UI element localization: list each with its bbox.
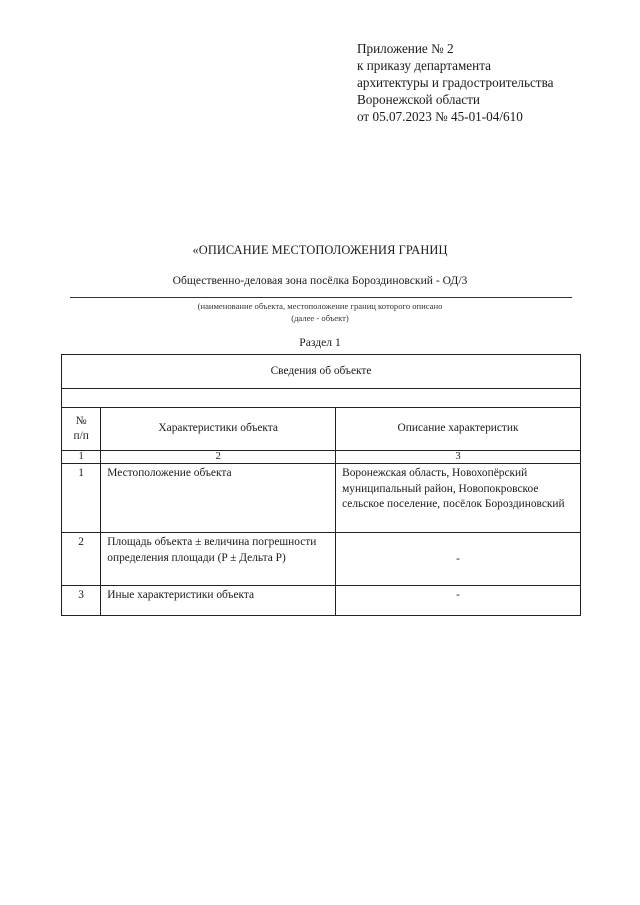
object-info-table [61, 354, 581, 616]
header-num: № п/п [62, 408, 101, 451]
row-num: 2 [62, 533, 101, 586]
table-row [62, 533, 581, 586]
header-characteristic: Характеристики объекта [101, 408, 336, 451]
object-name: Общественно-деловая зона посёлка Бороздиновский - ОД/3 [172, 274, 468, 287]
column-number: 3 [336, 451, 581, 464]
object-name-caption [60, 300, 580, 324]
appendix-line: Приложение № 2 [357, 41, 454, 56]
document-title: «ОПИСАНИЕ МЕСТОПОЛОЖЕНИЯ ГРАНИЦ [192, 243, 448, 257]
row-num: 3 [62, 586, 101, 616]
column-number: 1 [62, 451, 101, 464]
appendix-line: Воронежской области [357, 92, 480, 107]
row-description: Воронежская область, Новохопёрский муниципальный район, Новопокровское сельское поселение, посёлок Бороздиновский [336, 464, 581, 533]
appendix-line: к приказу департамента [357, 58, 491, 73]
caption-line: (далее - объект) [291, 313, 349, 323]
row-description: - [336, 586, 581, 616]
table-header-row [62, 408, 581, 451]
row-characteristic: Иные характеристики объекта [101, 586, 336, 616]
table-heading: Сведения об объекте [62, 355, 581, 389]
appendix-block [357, 40, 553, 125]
row-description: - [336, 533, 581, 586]
row-characteristic: Площадь объекта ± величина погрешности определения площади (P ± Дельта P) [101, 533, 336, 586]
table-column-numbers-row [62, 451, 581, 464]
appendix-line: от 05.07.2023 № 45-01-04/610 [357, 109, 523, 124]
object-name-underline [70, 297, 572, 298]
caption-line: (наименование объекта, местоположение границ которого описано [197, 301, 443, 311]
table-empty-cell [62, 389, 581, 408]
table-row [62, 586, 581, 616]
row-characteristic: Местоположение объекта [101, 464, 336, 533]
section-label: Раздел 1 [299, 336, 341, 349]
table-row [62, 464, 581, 533]
appendix-line: архитектуры и градостроительства [357, 75, 554, 90]
header-description: Описание характеристик [336, 408, 581, 451]
row-num: 1 [62, 464, 101, 533]
table-heading-row [62, 355, 581, 389]
table-empty-row [62, 389, 581, 408]
column-number: 2 [101, 451, 336, 464]
